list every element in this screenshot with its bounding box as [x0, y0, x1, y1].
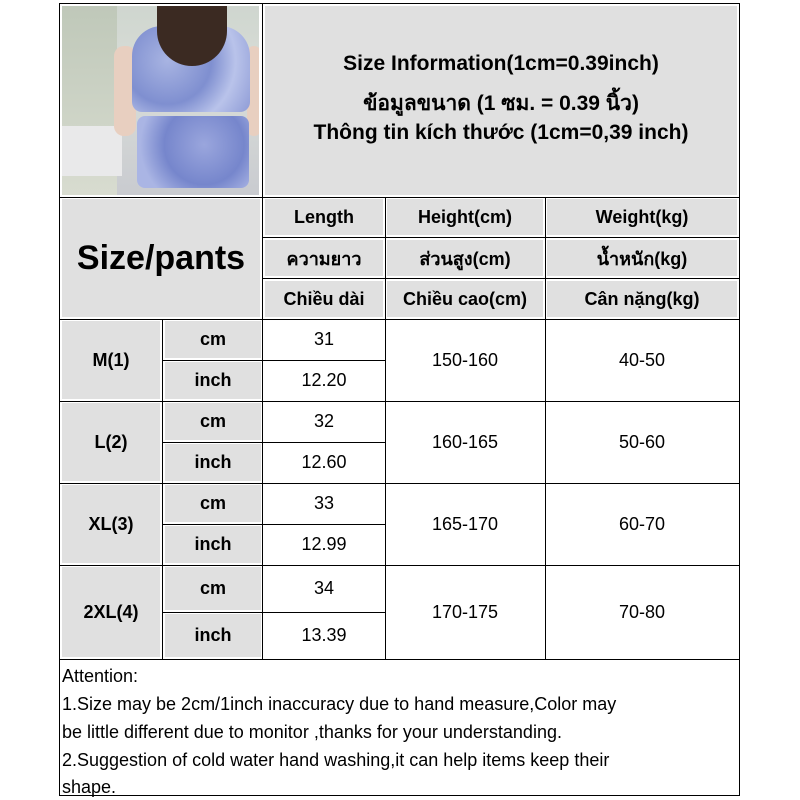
- size-label: XL(3): [62, 485, 160, 563]
- unit-cm: cm: [165, 485, 261, 522]
- weight-range: 40-50: [547, 321, 737, 399]
- grid-line: [162, 442, 385, 443]
- grid-line: [385, 197, 386, 659]
- header-line-vi: Thông tin kích thước (1cm=0,39 inch): [313, 121, 689, 144]
- unit-inch: inch: [165, 362, 261, 399]
- grid-line: [263, 278, 740, 279]
- height-range: 160-165: [387, 403, 543, 481]
- length-inch: 12.20: [265, 362, 383, 399]
- size-label: 2XL(4): [62, 567, 160, 657]
- attention-line: 2.Suggestion of cold water hand washing,it can help items keep their: [62, 750, 610, 770]
- grid-line: [59, 659, 740, 660]
- length-inch: 12.60: [265, 444, 383, 481]
- col-weight-th: น้ำหนัก(kg): [547, 240, 737, 276]
- attention-line: 1.Size may be 2cm/1inch inaccuracy due to hand measure,Color may: [62, 694, 617, 714]
- col-height-th: ส่วนสูง(cm): [387, 240, 543, 276]
- unit-inch: inch: [165, 614, 261, 657]
- grid-line: [263, 237, 740, 238]
- size-label: L(2): [62, 403, 160, 481]
- weight-range: 50-60: [547, 403, 737, 481]
- col-height-en: Height(cm): [387, 199, 543, 235]
- unit-inch: inch: [165, 526, 261, 563]
- col-weight-en: Weight(kg): [547, 199, 737, 235]
- grid-line: [262, 3, 263, 659]
- height-range: 150-160: [387, 321, 543, 399]
- grid-line: [545, 197, 546, 659]
- grid-line: [162, 524, 385, 525]
- col-length-vi: Chiều dài: [265, 281, 383, 317]
- attention-line: be little different due to monitor ,thanks for your understanding.: [62, 722, 562, 742]
- product-photo: [62, 6, 259, 195]
- unit-cm: cm: [165, 321, 261, 358]
- length-cm: 33: [265, 485, 383, 522]
- unit-cm: cm: [165, 403, 261, 440]
- weight-range: 70-80: [547, 567, 737, 657]
- grid-line: [162, 612, 385, 613]
- size-label: M(1): [62, 321, 160, 399]
- col-length-th: ความยาว: [265, 240, 383, 276]
- col-height-vi: Chiều cao(cm): [387, 281, 543, 317]
- height-range: 165-170: [387, 485, 543, 563]
- weight-range: 60-70: [547, 485, 737, 563]
- attention-line: shape.: [62, 777, 117, 797]
- unit-inch: inch: [165, 444, 261, 481]
- length-inch: 13.39: [265, 614, 383, 657]
- header-line-en: Size Information(1cm=0.39inch): [343, 52, 659, 75]
- unit-cm: cm: [165, 567, 261, 610]
- grid-line: [162, 319, 163, 659]
- length-inch: 12.99: [265, 526, 383, 563]
- col-weight-vi: Cân nặng(kg): [547, 281, 737, 317]
- height-range: 170-175: [387, 567, 543, 657]
- col-length-en: Length: [265, 199, 383, 235]
- table-title: Size/pants: [62, 199, 260, 317]
- length-cm: 31: [265, 321, 383, 358]
- length-cm: 34: [265, 567, 383, 610]
- header-line-th: ข้อมูลขนาด (1 ซม. = 0.39 นิ้ว): [363, 92, 639, 115]
- grid-line: [59, 197, 740, 198]
- length-cm: 32: [265, 403, 383, 440]
- attention-title: Attention:: [62, 666, 139, 686]
- grid-line: [162, 360, 385, 361]
